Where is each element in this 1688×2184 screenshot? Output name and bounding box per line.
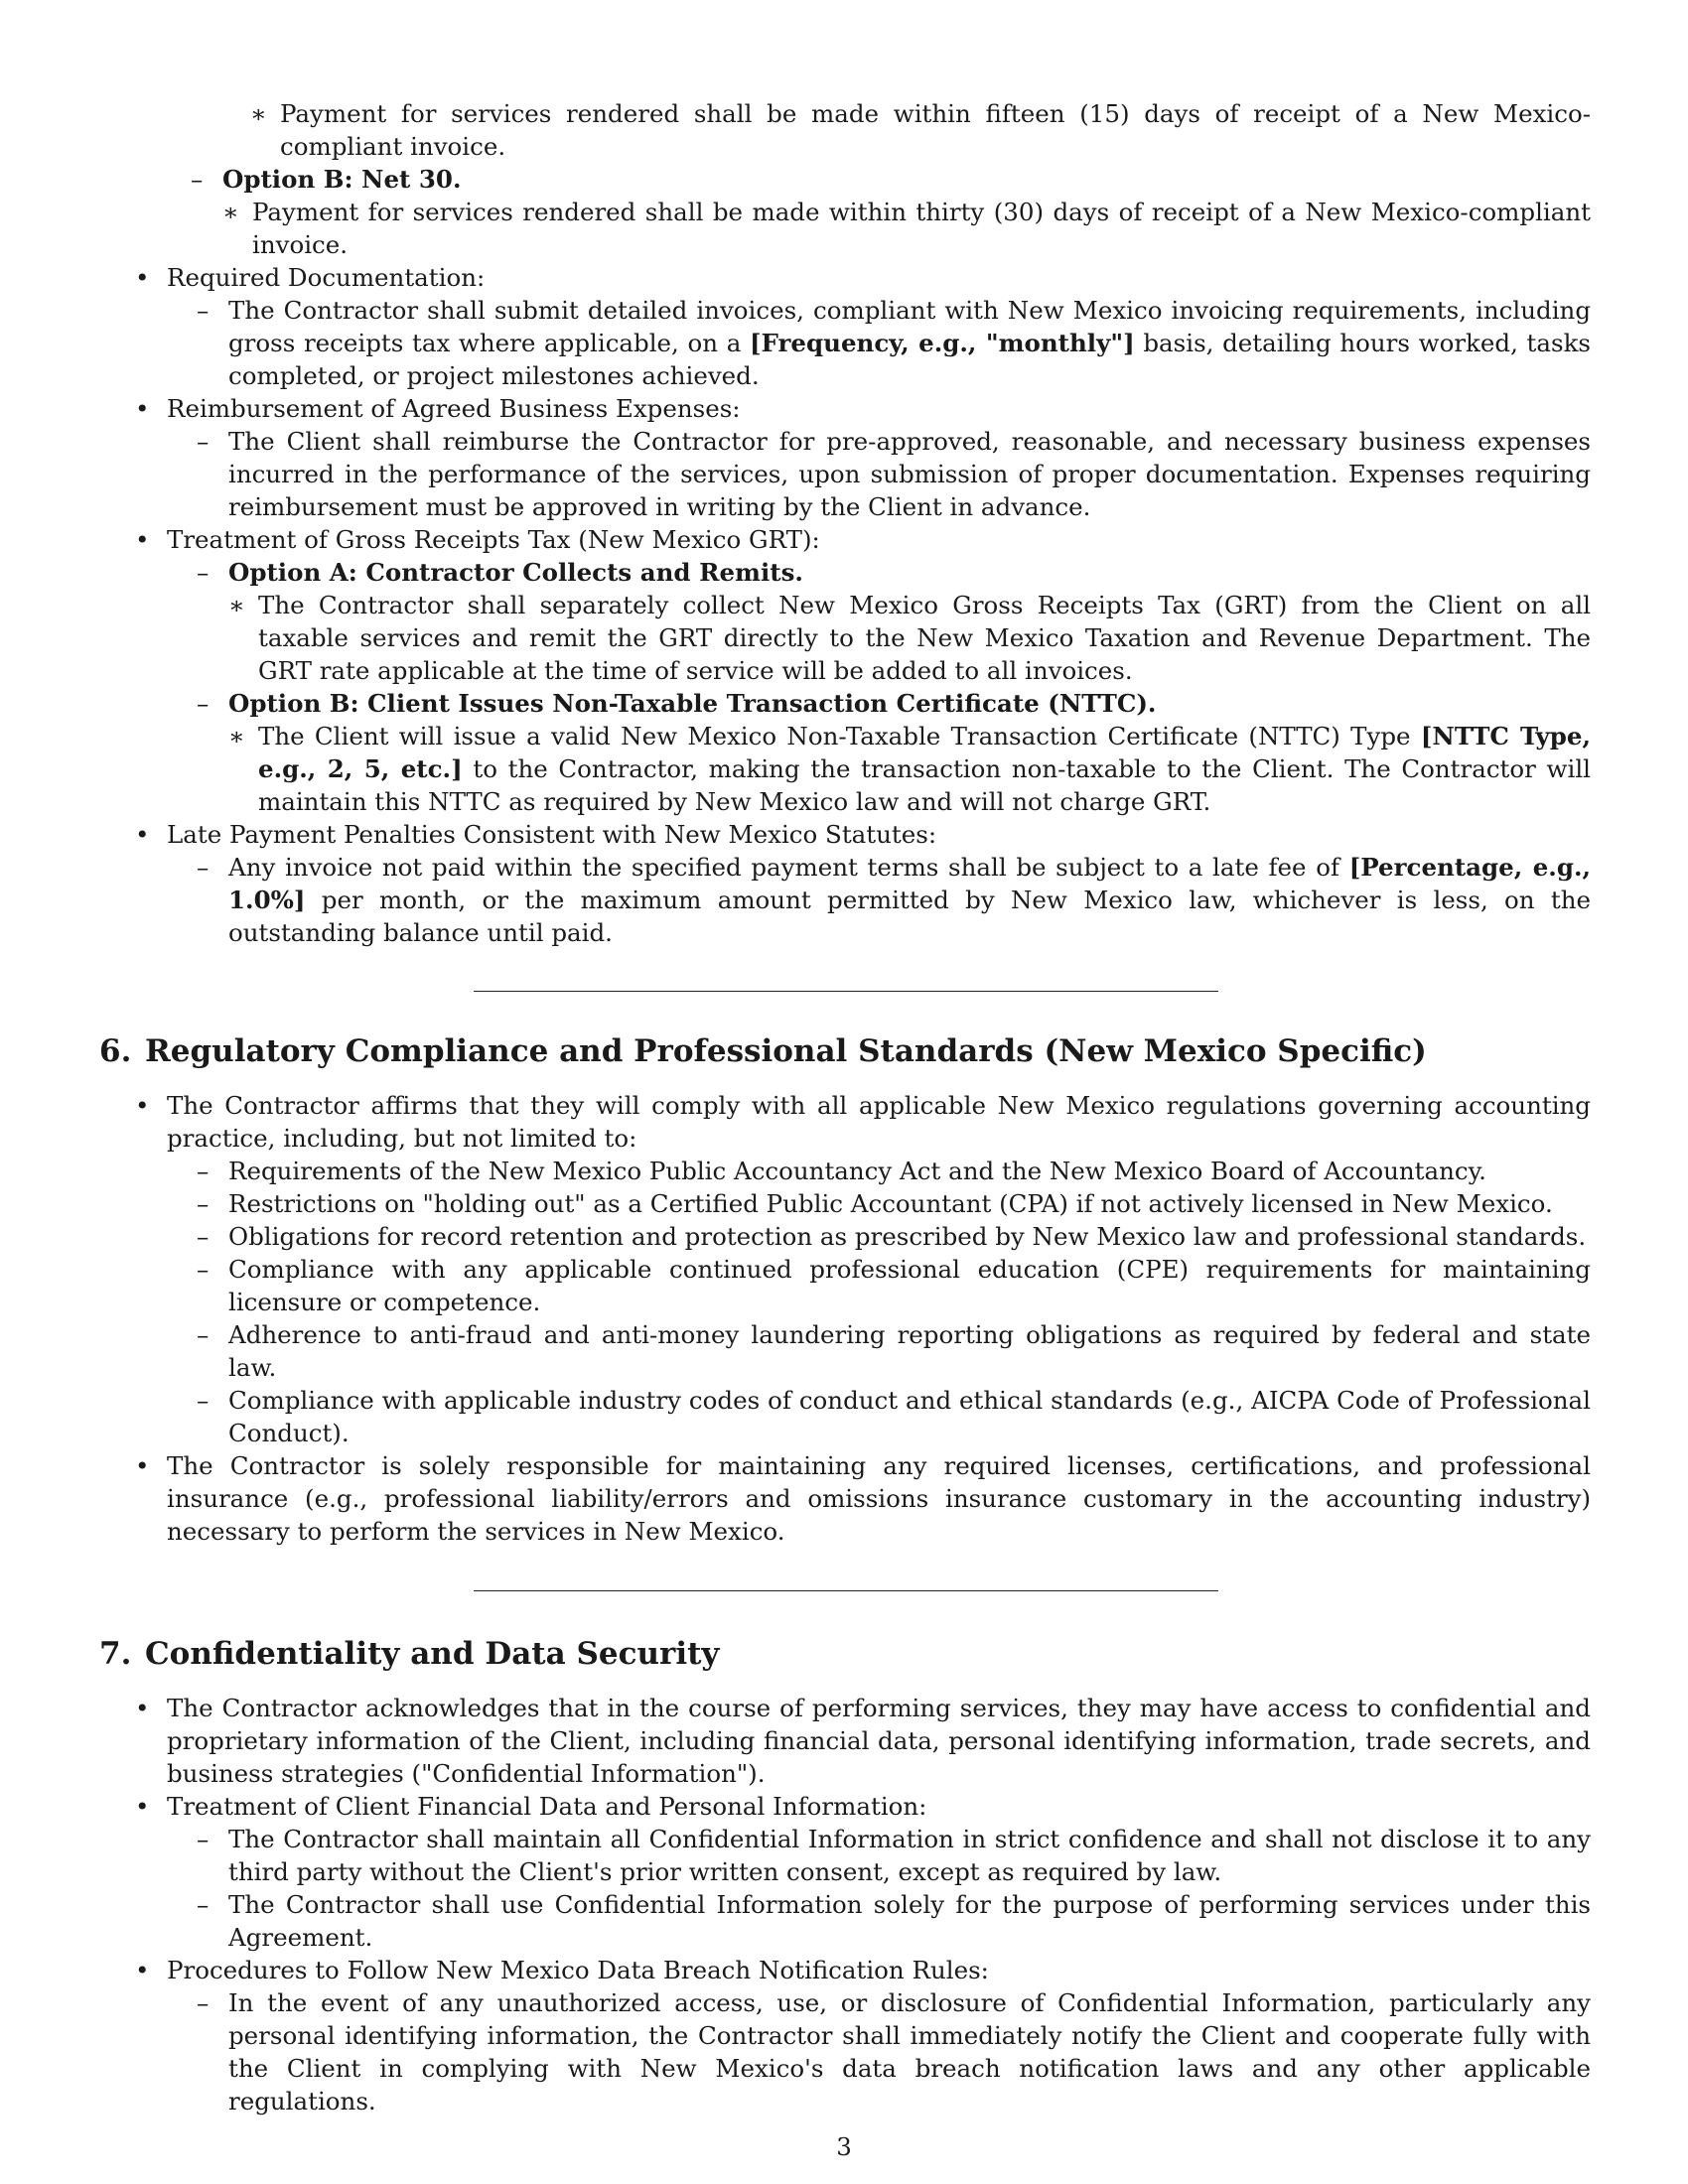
doc-text-before: The Contractor shall submit detailed invoices, compliant with New Mexico invoicing requirements, including gross receipts tax where applicable, on a bbox=[228, 296, 1591, 357]
page-content bbox=[99, 97, 1591, 2117]
breach-list bbox=[167, 1986, 1591, 2117]
payment-option-b-list bbox=[222, 196, 1591, 261]
required-documentation-item bbox=[167, 294, 1591, 392]
grt-label: Treatment of Gross Receipts Tax (New Mexico GRT): bbox=[167, 525, 820, 554]
late-payment-label: Late Payment Penalties Consistent with New Mexico Statutes: bbox=[167, 820, 937, 849]
section-7-breach bbox=[99, 1954, 1591, 2117]
grt-option-a-item: ∗ The Contractor shall separately collect New Mexico Gross Receipts Tax (GRT) from the Client on all taxable services and remit the GRT directly to the New Mexico Taxation and Revenue Department. The GRT rate applicable at the time of service will be added to all invoices. bbox=[228, 589, 1591, 687]
section-7-treatment bbox=[99, 1790, 1591, 1954]
payment-option-a-item: ∗ Payment for services rendered shall be made within fifteen (15) days of receipt of a New Mexico-compliant invoice. bbox=[250, 97, 1591, 163]
late-payment-list bbox=[167, 851, 1591, 949]
section-divider bbox=[474, 991, 1218, 992]
section-7-number: 7. bbox=[99, 1636, 132, 1672]
section-6-regulations-list bbox=[167, 1155, 1591, 1449]
grt-option-b-label: Option B: Client Issues Non-Taxable Transaction Certificate (NTTC). bbox=[228, 689, 1157, 718]
section-6-heading bbox=[99, 1031, 1591, 1071]
section-divider bbox=[474, 1590, 1218, 1591]
section-6-list bbox=[99, 1089, 1591, 1548]
section-7-title: Confidentiality and Data Security bbox=[145, 1636, 720, 1672]
nttc-text-before: The Client will issue a valid New Mexico Non-Taxable Transaction Certificate (NTTC) Type bbox=[258, 722, 1421, 751]
page-number: 3 bbox=[836, 2132, 852, 2161]
section-6-title: Regulatory Compliance and Professional Standards (New Mexico Specific) bbox=[145, 1033, 1427, 1069]
reimbursement-item: – The Client shall reimburse the Contractor for pre-approved, reasonable, and necessary business expenses incurred in the performance of the services, upon submission of proper documentation. Expenses requiring reimbursement must be approved in writing by the Client in advance. bbox=[167, 425, 1591, 523]
grt-option-a-list bbox=[228, 589, 1591, 687]
grt-option-b bbox=[167, 687, 1591, 818]
section-6-intro bbox=[99, 1089, 1591, 1449]
reimbursement-list bbox=[167, 425, 1591, 523]
required-documentation-list bbox=[167, 294, 1591, 392]
nttc-text-after: to the Contractor, making the transaction non-taxable to the Client. The Contractor will maintain this NTTC as required by New Mexico law and will not charge GRT. bbox=[258, 754, 1592, 816]
regulation-item: – Adherence to anti-fraud and anti-money laundering reporting obligations as required by federal and state law. bbox=[167, 1318, 1591, 1384]
regulation-item: – Restrictions on "holding out" as a Certified Public Accountant (CPA) if not actively licensed in New Mexico. bbox=[167, 1187, 1591, 1220]
section-6-number: 6. bbox=[99, 1033, 132, 1069]
grt-option-b-list bbox=[228, 720, 1591, 818]
late-payment bbox=[99, 818, 1591, 949]
payment-option-a-list bbox=[99, 97, 1591, 163]
treatment-item: – The Contractor shall maintain all Confidential Information in strict confidence and shall not disclose it to any third party without the Client's prior written consent, except as required by law. bbox=[167, 1823, 1591, 1888]
section-6-licensing: • The Contractor is solely responsible for maintaining any required licenses, certifications, and professional insurance (e.g., professional liability/errors and omissions insurance customary in the accounting industry) necessary to perform the services in New Mexico. bbox=[99, 1449, 1591, 1548]
grt-option-b-item bbox=[228, 720, 1591, 818]
payment-option-b-item: ∗ Payment for services rendered shall be made within thirty (30) days of receipt of a New Mexico-compliant invoice. bbox=[222, 196, 1591, 261]
payment-option-b bbox=[161, 163, 1591, 261]
reimbursement-label: Reimbursement of Agreed Business Expenses: bbox=[167, 394, 741, 423]
regulation-item: – Compliance with applicable industry codes of conduct and ethical standards (e.g., AICPA Code of Professional Conduct). bbox=[167, 1384, 1591, 1449]
late-fee-placeholder: [Percentage, e.g., 1.0%] bbox=[228, 853, 1592, 914]
required-documentation bbox=[99, 261, 1591, 392]
regulation-item: – Requirements of the New Mexico Public Accountancy Act and the New Mexico Board of Accountancy. bbox=[167, 1155, 1591, 1187]
frequency-placeholder: [Frequency, e.g., "monthly"] bbox=[749, 329, 1135, 357]
section-7-intro: • The Contractor acknowledges that in the course of performing services, they may have access to confidential and proprietary information of the Client, including financial data, personal identifying information, trade secrets, and business strategies ("Confidential Information"). bbox=[99, 1692, 1591, 1790]
late-fee-text-after: per month, or the maximum amount permitted by New Mexico law, whichever is less, on the outstanding balance until paid. bbox=[228, 886, 1591, 947]
reimbursement bbox=[99, 392, 1591, 523]
regulation-item: – Obligations for record retention and protection as prescribed by New Mexico law and professional standards. bbox=[167, 1220, 1591, 1253]
treatment-list bbox=[167, 1823, 1591, 1954]
section-7-heading bbox=[99, 1634, 1591, 1674]
late-fee-text-before: Any invoice not paid within the specified payment terms shall be subject to a late fee of bbox=[228, 853, 1349, 882]
grt-option-a bbox=[167, 556, 1591, 687]
section-6-intro-text: The Contractor affirms that they will comply with all applicable New Mexico regulations governing accounting practice, including, but not limited to: bbox=[167, 1091, 1591, 1153]
treatment-item: – The Contractor shall use Confidential Information solely for the purpose of performing services under this Agreement. bbox=[167, 1888, 1591, 1954]
payment-option-b-label: Option B: Net 30. bbox=[222, 165, 462, 194]
late-payment-item bbox=[167, 851, 1591, 949]
breach-label: Procedures to Follow New Mexico Data Breach Notification Rules: bbox=[167, 1956, 989, 1984]
regulation-item: – Compliance with any applicable continued professional education (CPE) requirements for maintaining licensure or competence. bbox=[167, 1253, 1591, 1318]
doc-text-after: basis, detailing hours worked, tasks completed, or project milestones achieved. bbox=[228, 329, 1591, 390]
breach-item: – In the event of any unauthorized access, use, or disclosure of Confidential Information, particularly any personal identifying information, the Contractor shall immediately notify the Client and cooperate fully with the Client in complying with New Mexico's data breach notification laws and any other applicable regulations. bbox=[167, 1986, 1591, 2117]
grt-option-a-label: Option A: Contractor Collects and Remits. bbox=[228, 558, 803, 587]
grt-options-list bbox=[167, 556, 1591, 818]
required-documentation-label: Required Documentation: bbox=[167, 263, 486, 292]
payment-bullets bbox=[99, 261, 1591, 949]
nttc-type-placeholder: [NTTC Type, e.g., 2, 5, etc.] bbox=[258, 722, 1591, 783]
payment-options-list bbox=[99, 163, 1591, 261]
treatment-label: Treatment of Client Financial Data and Personal Information: bbox=[167, 1792, 927, 1821]
grt-treatment bbox=[99, 523, 1591, 818]
section-7-list bbox=[99, 1692, 1591, 2117]
